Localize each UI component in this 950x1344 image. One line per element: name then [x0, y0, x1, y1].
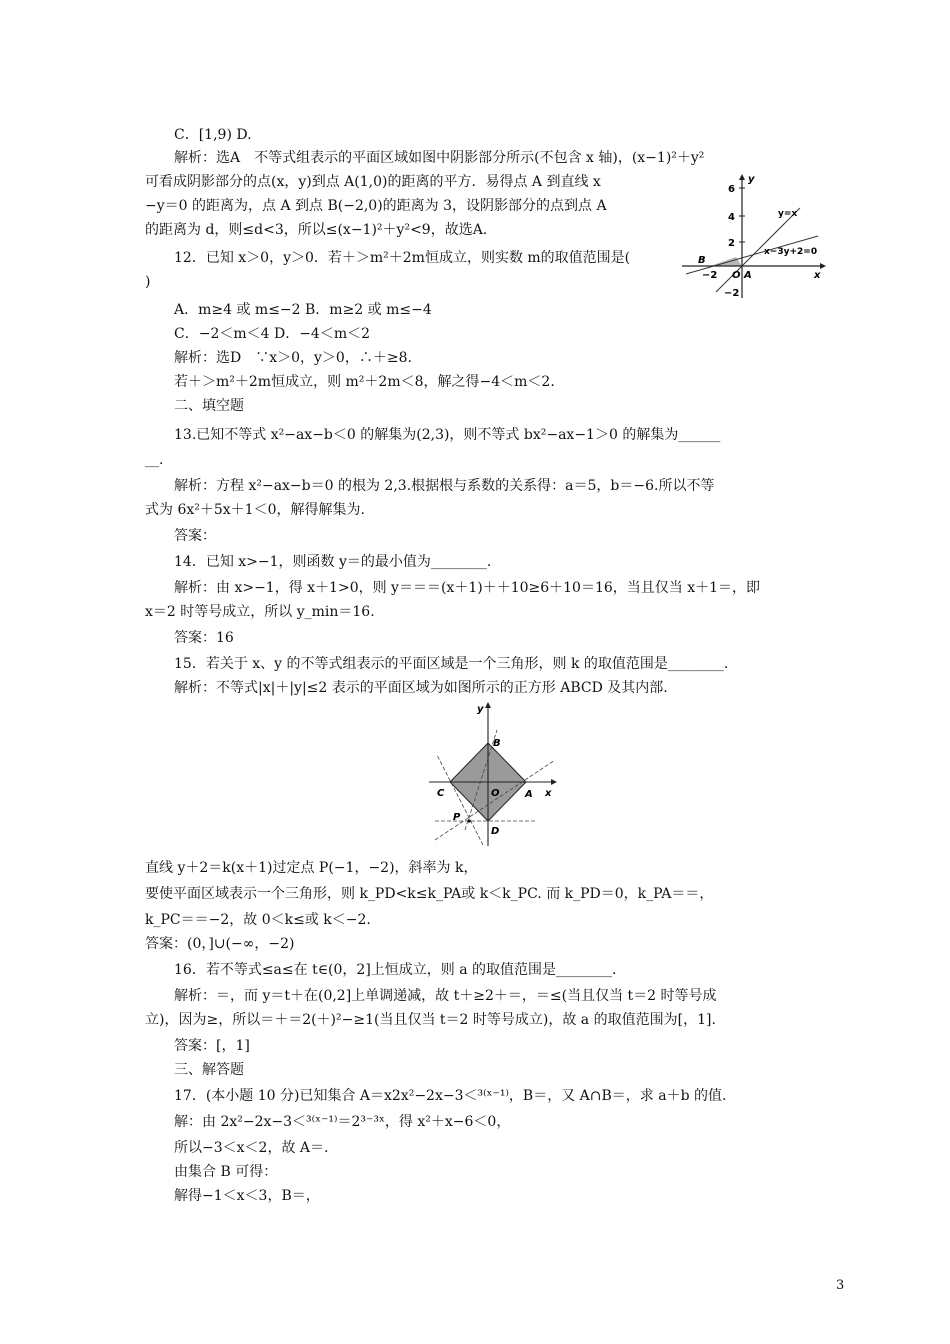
- text-line: 立)，因为≥，所以＝＋＝2(＋)²−≥1(当且仅当 t＝2 时等号成立)，故 a 的取值范围为[，1].: [145, 1012, 716, 1028]
- text-line: 解得−1＜x＜3，B＝，: [174, 1188, 320, 1204]
- text-line: 解析：选D ∵x＞0，y＞0，∴＋≥8.: [174, 350, 412, 366]
- text-line: 所以−3＜x＜2，故 A＝.: [174, 1140, 329, 1156]
- text-line: 直线 y＋2＝k(x＋1)过定点 P(−1，−2)，斜率为 k，: [145, 860, 478, 876]
- text-line: 解析：不等式|x|＋|y|≤2 表示的平面区域为如图所示的正方形 ABCD 及其内部.: [174, 680, 668, 696]
- text-line: ): [145, 274, 151, 290]
- text-line: 答案：: [174, 528, 216, 544]
- x-axis-label: x: [545, 788, 552, 799]
- label-A: A: [744, 270, 752, 281]
- graph-figure-2: [425, 700, 565, 852]
- text-line: 答案：16: [174, 630, 234, 646]
- text-line: 解：由 2x²−2x−3＜³⁽ˣ⁻¹⁾＝2³⁻³ˣ，得 x²＋x−6＜0，: [174, 1114, 511, 1130]
- text-line: __.: [145, 452, 164, 468]
- tick-6: 6: [728, 184, 735, 195]
- text-line: 16．若不等式≤a≤在 t∈(0，2]上恒成立，则 a 的取值范围是________.: [174, 962, 617, 978]
- text-line: 由集合 B 可得：: [174, 1164, 278, 1180]
- shaded-region: [710, 257, 742, 266]
- text-line: 可看成阴影部分的点(x，y)到点 A(1,0)的距离的平方．易得点 A 到直线 x: [145, 174, 601, 190]
- y-axis-label: y: [748, 174, 755, 185]
- text-line: 答案：(0，]∪(−∞，−2): [145, 936, 295, 952]
- label-O: O: [491, 788, 500, 799]
- text-line: 解析：选A 不等式组表示的平面区域如图中阴影部分所示(不包含 x 轴)，(x−1)²＋y²: [174, 150, 705, 166]
- text-line: A．m≥4 或 m≤−2 B．m≥2 或 m≤−4: [174, 302, 432, 318]
- label-line-equation: x−3y+2=0: [764, 247, 818, 257]
- x-axis-label: x: [814, 270, 821, 281]
- point-P: [467, 819, 470, 822]
- text-line: 12．已知 x＞0，y＞0．若＋＞m²＋2m恒成立，则实数 m的取值范围是(: [174, 250, 631, 266]
- text-line: 17．(本小题 10 分)已知集合 A＝x2x²−2x−3＜³⁽ˣ⁻¹⁾，B＝，又 A∩B＝，求 a＋b 的值.: [174, 1088, 727, 1104]
- label-O: O: [732, 270, 741, 281]
- text-line: 14．已知 x>−1，则函数 y＝的最小值为________.: [174, 554, 492, 570]
- text-line: 若＋＞m²＋2m恒成立，则 m²＋2m＜8，解之得−4＜m＜2.: [174, 374, 555, 390]
- text-line: 13.已知不等式 x²−ax−b＜0 的解集为(2,3)，则不等式 bx²−ax−1＞0 的解集为______: [174, 427, 721, 443]
- label-D: D: [491, 826, 500, 837]
- tick-4: 4: [728, 212, 735, 223]
- text-line: 三、解答题: [174, 1062, 244, 1078]
- tick-neg2: −2: [702, 270, 718, 281]
- y-axis-label: y: [477, 704, 484, 715]
- text-line: 解析：方程 x²−ax−b＝0 的根为 2,3.根据根与系数的关系得：a＝5，b＝−6.所以不等: [174, 478, 715, 494]
- text-line: 答案：[，1]: [174, 1038, 250, 1054]
- text-line: C．[1,9) D.: [174, 127, 252, 143]
- text-line: C．−2＜m＜4 D．−4＜m＜2: [174, 326, 371, 342]
- text-line: 15．若关于 x、y 的不等式组表示的平面区域是一个三角形，则 k 的取值范围是________.: [174, 656, 729, 672]
- label-B: B: [493, 738, 501, 749]
- text-line: 二、填空题: [174, 398, 244, 414]
- label-B: B: [698, 255, 706, 266]
- label-A: A: [525, 789, 533, 800]
- label-C: C: [437, 788, 445, 799]
- text-line: 要使平面区域表示一个三角形，则 k_PD<k≤k_PA或 k＜k_PC. 而 k_PD＝0，k_PA＝＝，: [145, 886, 714, 902]
- page-number: 3: [836, 1278, 845, 1293]
- text-line: 解析：＝，而 y＝t＋在(0,2]上单调递减，故 t＋≥2＋＝，＝≤(当且仅当 t＝2 时等号成: [174, 988, 717, 1004]
- text-line: 式为 6x²＋5x＋1＜0，解得解集为.: [145, 502, 365, 518]
- text-line: 的距离为 d，则≤d<3，所以≤(x−1)²＋y²<9，故选A.: [145, 222, 488, 238]
- text-line: k_PC＝＝−2，故 0＜k≤或 k＜−2.: [145, 912, 371, 928]
- text-line: −y＝0 的距离为，点 A 到点 B(−2,0)的距离为 3，设阴影部分的点到点 A: [145, 198, 607, 214]
- tick-neg2-y: −2: [724, 288, 740, 299]
- tick-2: 2: [728, 238, 735, 249]
- text-line: x＝2 时等号成立，所以 y_min＝16.: [145, 604, 375, 620]
- graph-figure-1: [680, 170, 830, 302]
- label-P: P: [453, 812, 461, 823]
- label-y-equals-x: y=x: [778, 209, 798, 219]
- text-line: 解析：由 x>−1，得 x＋1>0，则 y＝＝＝(x＋1)＋＋10≥6＋10＝16，当且仅当 x＋1＝，即: [174, 580, 761, 596]
